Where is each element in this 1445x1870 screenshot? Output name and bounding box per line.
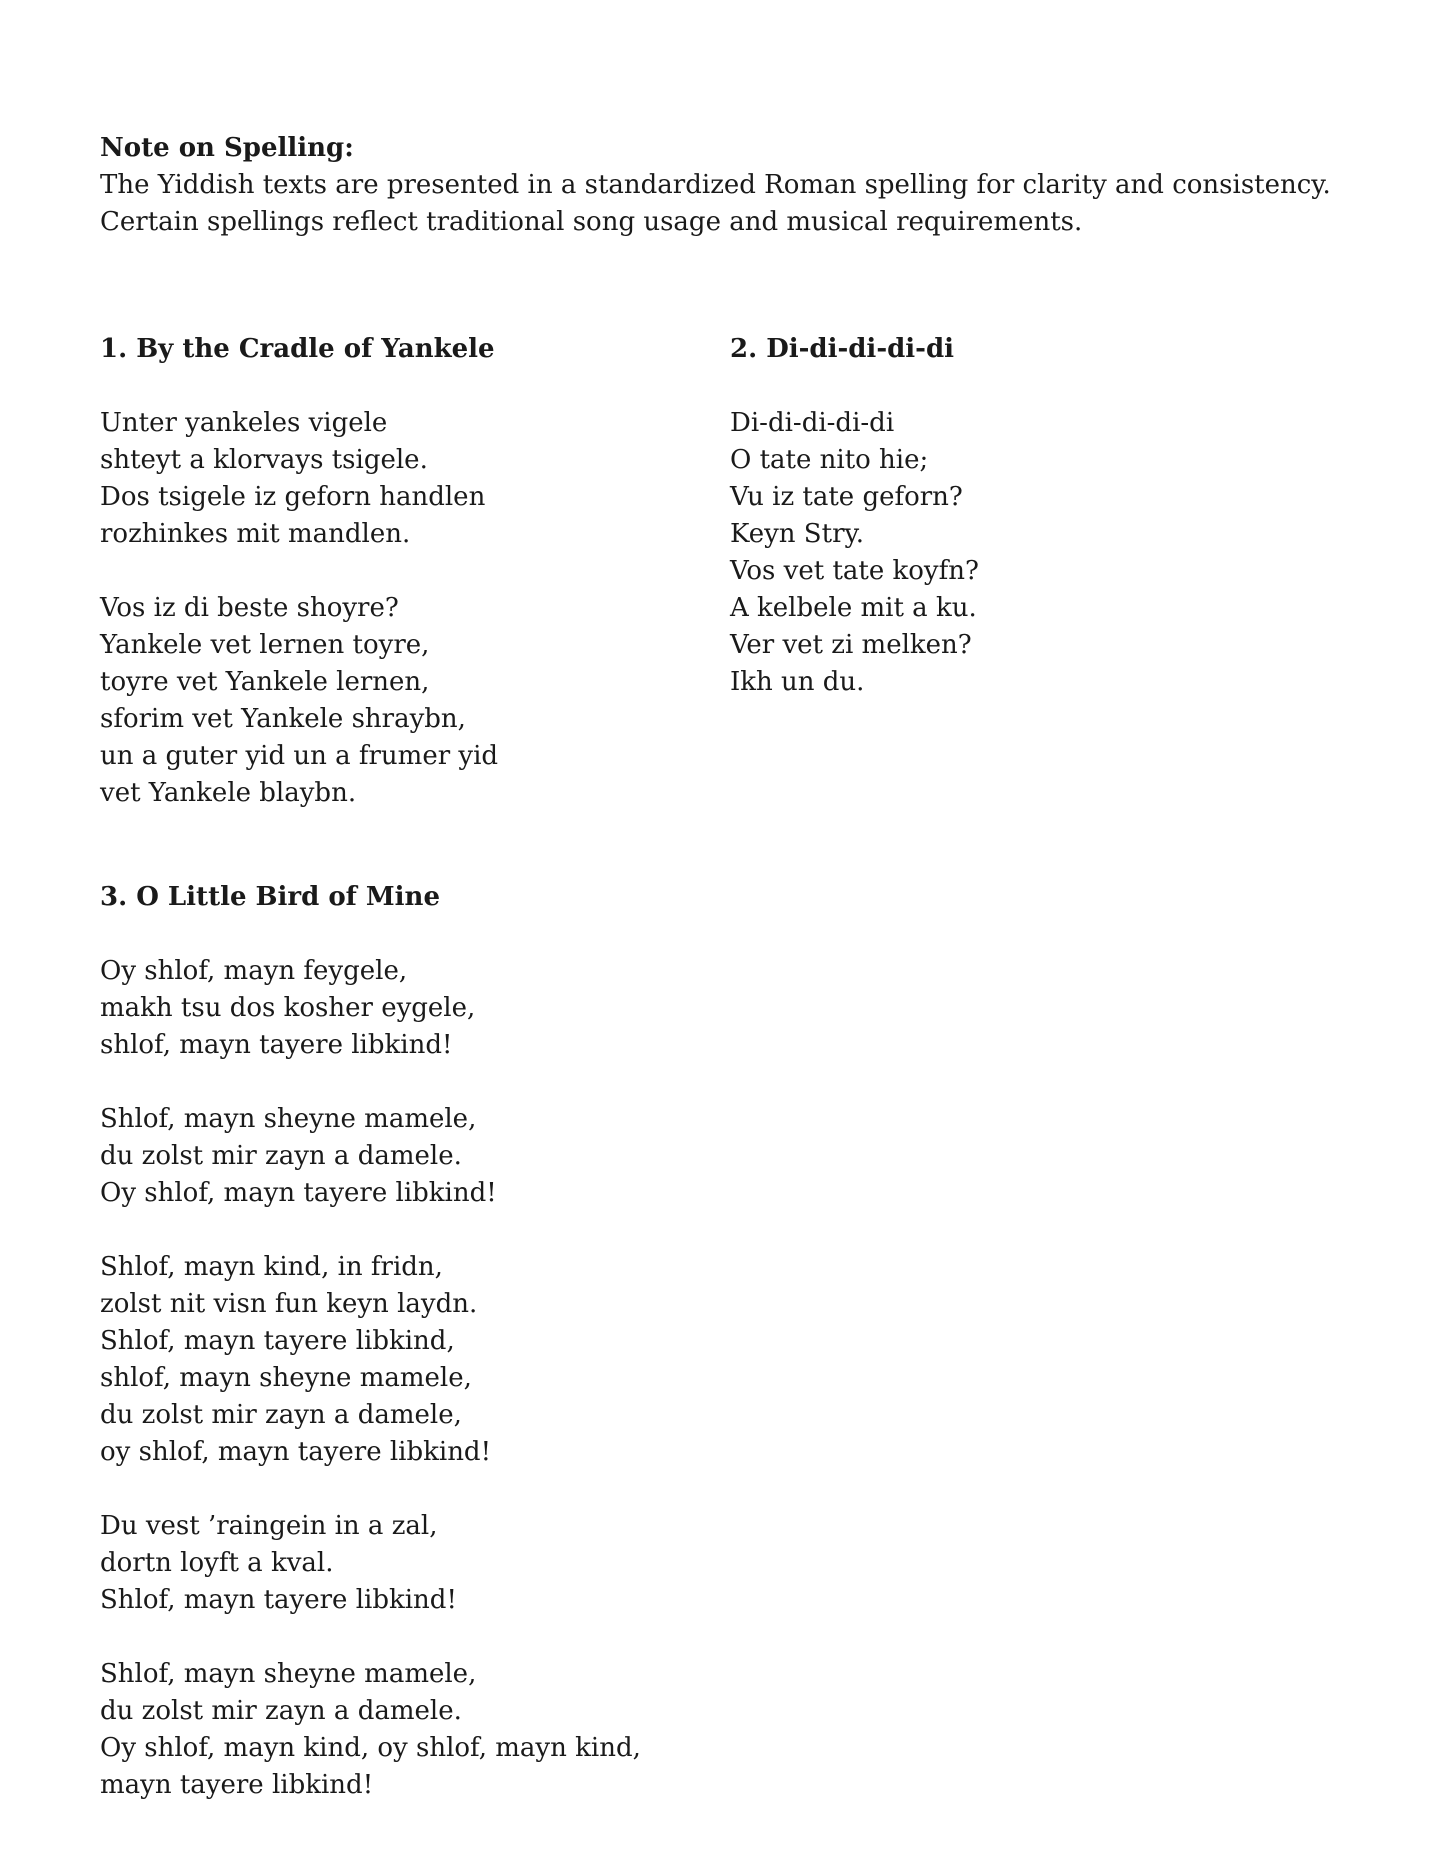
lyric-line: un a guter yid un a frumer yid bbox=[100, 741, 499, 771]
left-column bbox=[100, 331, 730, 1804]
song-2-stanzas bbox=[730, 405, 1355, 701]
lyric-line: Keyn Stry. bbox=[730, 519, 864, 549]
stanza bbox=[100, 953, 730, 1064]
note-section bbox=[100, 130, 1355, 241]
song-3-section bbox=[100, 879, 730, 1804]
lyric-line: Unter yankeles vigele bbox=[100, 408, 388, 438]
stanza bbox=[100, 1508, 730, 1619]
note-line-2: Certain spellings reflect traditional song usage and musical requirements. bbox=[100, 207, 1083, 237]
song-3-title: 3. O Little Bird of Mine bbox=[100, 882, 441, 912]
note-line-1: The Yiddish texts are presented in a standardized Roman spelling for clarity and consistency. bbox=[100, 170, 1331, 200]
song-2-title: 2. Di-di-di-di-di bbox=[730, 334, 955, 364]
lyric-line: Dos tsigele iz geforn handlen bbox=[100, 482, 486, 512]
lyric-line: shlof, mayn tayere libkind! bbox=[100, 1030, 453, 1060]
right-column bbox=[730, 331, 1355, 701]
lyric-line: Shlof, mayn sheyne mamele, bbox=[100, 1659, 477, 1689]
lyric-line: toyre vet Yankele lernen, bbox=[100, 667, 430, 697]
lyric-line: dortn loyft a kval. bbox=[100, 1548, 334, 1578]
lyric-line: Shlof, mayn tayere libkind, bbox=[100, 1326, 455, 1356]
lyric-line: Di-di-di-di-di bbox=[730, 408, 895, 438]
lyric-line: shlof, mayn sheyne mamele, bbox=[100, 1363, 472, 1393]
lyric-line: Ikh un du. bbox=[730, 667, 865, 697]
stanza bbox=[100, 1101, 730, 1212]
song-1-section bbox=[100, 331, 730, 812]
stanza bbox=[100, 1656, 730, 1804]
songs-layout bbox=[100, 331, 1355, 1804]
lyric-line: Vos vet tate koyfn? bbox=[730, 556, 979, 586]
lyric-line: Oy shlof, mayn kind, oy shlof, mayn kind, bbox=[100, 1733, 641, 1763]
lyric-line: du zolst mir zayn a damele. bbox=[100, 1141, 462, 1171]
stanza bbox=[100, 590, 730, 812]
lyric-line: Shlof, mayn kind, in fridn, bbox=[100, 1252, 443, 1282]
lyric-line: Vu iz tate geforn? bbox=[730, 482, 963, 512]
lyric-line: Oy shlof, mayn feygele, bbox=[100, 956, 408, 986]
note-heading: Note on Spelling: bbox=[100, 133, 354, 163]
lyric-line: rozhinkes mit mandlen. bbox=[100, 519, 411, 549]
lyric-line: du zolst mir zayn a damele, bbox=[100, 1400, 462, 1430]
lyric-line: sforim vet Yankele shraybn, bbox=[100, 704, 466, 734]
song-1-title: 1. By the Cradle of Yankele bbox=[100, 334, 495, 364]
stanza bbox=[100, 1249, 730, 1471]
page-content bbox=[100, 130, 1355, 1804]
stanza bbox=[730, 405, 1355, 701]
song-2-section bbox=[730, 331, 1355, 701]
lyric-line: Du vest ’raingein in a zal, bbox=[100, 1511, 438, 1541]
lyric-line: Shlof, mayn tayere libkind! bbox=[100, 1585, 457, 1615]
lyric-line: Ver vet zi melken? bbox=[730, 630, 972, 660]
lyric-line: Yankele vet lernen toyre, bbox=[100, 630, 430, 660]
lyric-line: vet Yankele blaybn. bbox=[100, 778, 357, 808]
lyric-line: oy shlof, mayn tayere libkind! bbox=[100, 1437, 492, 1467]
lyric-line: shteyt a klorvays tsigele. bbox=[100, 445, 428, 475]
lyric-line: zolst nit visn fun keyn laydn. bbox=[100, 1289, 478, 1319]
lyric-line: Oy shlof, mayn tayere libkind! bbox=[100, 1178, 497, 1208]
lyric-line: makh tsu dos kosher eygele, bbox=[100, 993, 476, 1023]
lyric-line: Vos iz di beste shoyre? bbox=[100, 593, 399, 623]
stanza bbox=[100, 405, 730, 553]
lyric-line: A kelbele mit a ku. bbox=[730, 593, 977, 623]
lyric-line: du zolst mir zayn a damele. bbox=[100, 1696, 462, 1726]
song-3-stanzas bbox=[100, 953, 730, 1804]
lyric-line: mayn tayere libkind! bbox=[100, 1770, 374, 1800]
song-1-stanzas bbox=[100, 405, 730, 812]
lyric-line: Shlof, mayn sheyne mamele, bbox=[100, 1104, 477, 1134]
lyric-line: O tate nito hie; bbox=[730, 445, 929, 475]
